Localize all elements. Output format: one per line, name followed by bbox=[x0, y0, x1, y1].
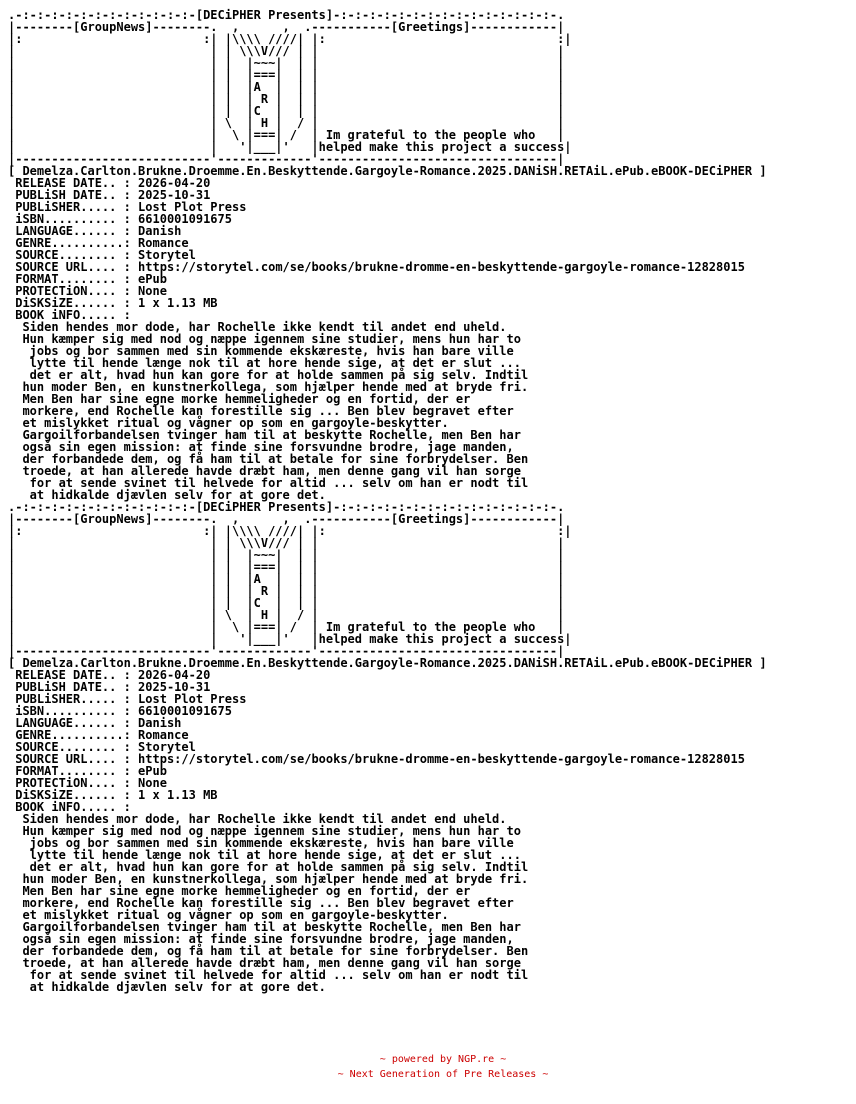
nfo-line: | | | |C | | | | bbox=[8, 104, 565, 118]
info-field-value: 6610001091675 bbox=[138, 704, 232, 718]
nfo-line: |--------[GroupNews]--------. , , .-----------[Greetings]------------| bbox=[8, 20, 565, 34]
nfo-line: |: :| |\\\\ ////| |: :| bbox=[8, 524, 572, 538]
info-field-value: ePub bbox=[138, 764, 167, 778]
nfo-line: | | | | R | | | | bbox=[8, 584, 565, 598]
nfo-line: | | | | R | | | | bbox=[8, 92, 565, 106]
info-field-value: 1 x 1.13 MB bbox=[138, 788, 218, 802]
nfo-line: | | | |===| | | | bbox=[8, 560, 565, 574]
info-field-value: 6610001091675 bbox=[138, 212, 232, 226]
nfo-line: | | \ | H | / | | bbox=[8, 116, 565, 130]
info-field-value: Romance bbox=[138, 728, 189, 742]
nfo-line: jobs og bor sammen med sin kommende ekskæreste, hvis han bare ville bbox=[8, 836, 514, 850]
footer-tagline: ~ Next Generation of Pre Releases ~ bbox=[337, 1069, 549, 1080]
info-field-label: BOOK iNFO..... : bbox=[8, 308, 139, 322]
info-field-value: https://storytel.com/se/books/brukne-dromme-en-beskyttende-gargoyle-romance-12828015 bbox=[138, 260, 745, 274]
info-field-label: SOURCE........ : bbox=[8, 740, 139, 754]
nfo-line: jobs og bor sammen med sin kommende ekskæreste, hvis han bare ville bbox=[8, 344, 514, 358]
info-field-label: FORMAT........ : bbox=[8, 764, 139, 778]
nfo-header-art bbox=[8, 9, 767, 165]
nfo-line: | | '|___|' |helped make this project a success| bbox=[8, 140, 572, 154]
info-field-label: BOOK iNFO..... : bbox=[8, 800, 139, 814]
footer-powered-by: ~ powered by NGP.re ~ bbox=[379, 1054, 507, 1065]
release-name: [ Demelza.Carlton.Brukne.Droemme.En.Beskyttende.Gargoyle-Romance.2025.DANiSH.RETAiL.ePub.eBOOK-DECiPHER ] bbox=[8, 164, 767, 178]
nfo-line: | | | |~~~| | | | bbox=[8, 56, 565, 70]
nfo-line: hun moder Ben, en kunstnerkollega, som hjælper hende med at bryde fri. bbox=[8, 380, 529, 394]
nfo-line: |--------[GroupNews]--------. , , .-----------[Greetings]------------| bbox=[8, 512, 565, 526]
info-field-value: 2026-04-20 bbox=[138, 668, 211, 682]
nfo-line: Gargoilforbandelsen tvinger ham til at beskytte Rochelle, men Ben har bbox=[8, 428, 521, 442]
info-field-value: https://storytel.com/se/books/brukne-dromme-en-beskyttende-gargoyle-romance-12828015 bbox=[138, 752, 745, 766]
info-field-label: DiSKSiZE...... : bbox=[8, 296, 139, 310]
nfo-line: Men Ben har sine egne morke hemmeligheder og en fortid, der er bbox=[8, 884, 471, 898]
nfo-line: |: :| |\\\\ ////| |: :| bbox=[8, 32, 572, 46]
info-field-value: 2026-04-20 bbox=[138, 176, 211, 190]
info-field-value: Storytel bbox=[138, 740, 196, 754]
book-info-text bbox=[8, 813, 767, 993]
nfo-line: |---------------------------'-------------'---------------------------------| bbox=[8, 152, 565, 166]
nfo-line: også sin egen mission: at finde sine forsvundne brodre, jage manden, bbox=[8, 932, 514, 946]
nfo-line: Siden hendes mor dode, har Rochelle ikke kendt til andet end uheld. bbox=[8, 812, 507, 826]
nfo-line: for at sende svinet til helvede for altid ... selv om han er nodt til bbox=[8, 968, 529, 982]
info-field-value: Lost Plot Press bbox=[138, 200, 247, 214]
info-field-value: Romance bbox=[138, 236, 189, 250]
info-field-label: PUBLiSHER..... : bbox=[8, 200, 139, 214]
info-field-label: PUBLiSH DATE.. : bbox=[8, 188, 139, 202]
nfo-line: lytte til hende længe nok til at hore hende sige, at det er slut ... bbox=[8, 356, 521, 370]
info-field-label: FORMAT........ : bbox=[8, 272, 139, 286]
info-field-value: None bbox=[138, 776, 167, 790]
nfo-line: et mislykket ritual og vågner op som en gargoyle-beskytter. bbox=[8, 416, 449, 430]
info-field-value: Danish bbox=[138, 716, 182, 730]
info-field-label: RELEASE DATE.. : bbox=[8, 668, 139, 682]
nfo-block-1 bbox=[8, 9, 767, 501]
nfo-line: der forbandede dem, og få ham til at betale for sine forbrydelser. Ben bbox=[8, 452, 529, 466]
nfo-line: det er alt, hvad hun kan gore for at holde sammen på sig selv. Indtil bbox=[8, 368, 529, 382]
info-field-value: Danish bbox=[138, 224, 182, 238]
info-field-label: SOURCE URL.... : bbox=[8, 260, 139, 274]
nfo-header-art bbox=[8, 501, 767, 657]
nfo-line: | | | |A | | | | bbox=[8, 572, 565, 586]
nfo-line: | | | |~~~| | | | bbox=[8, 548, 565, 562]
info-field-label: iSBN.......... : bbox=[8, 212, 139, 226]
info-field-label: SOURCE........ : bbox=[8, 248, 139, 262]
info-field-label: GENRE..........: bbox=[8, 728, 139, 742]
release-name: [ Demelza.Carlton.Brukne.Droemme.En.Beskyttende.Gargoyle-Romance.2025.DANiSH.RETAiL.ePub.eBOOK-DECiPHER ] bbox=[8, 656, 767, 670]
info-field-value: 2025-10-31 bbox=[138, 680, 211, 694]
nfo-line: for at sende svinet til helvede for altid ... selv om han er nodt til bbox=[8, 476, 529, 490]
info-field-label: SOURCE URL.... : bbox=[8, 752, 139, 766]
info-field-label: LANGUAGE...... : bbox=[8, 716, 139, 730]
nfo-line: | | | \\\V/// | | | bbox=[8, 536, 565, 550]
book-info-text bbox=[8, 321, 767, 501]
info-field-label: LANGUAGE...... : bbox=[8, 224, 139, 238]
info-field-value: ePub bbox=[138, 272, 167, 286]
info-field-label: DiSKSiZE...... : bbox=[8, 788, 139, 802]
nfo-line: at hidkalde djævlen selv for at gore det. bbox=[8, 488, 326, 502]
nfo-line: .-:-:-:-:-:-:-:-:-:-:-:-:-[DECiPHER Presents]-:-:-:-:-:-:-:-:-:-:-:-:-:-:-:-. bbox=[8, 8, 565, 22]
nfo-line: troede, at han allerede havde dræbt ham, men denne gang vil han sorge bbox=[8, 464, 521, 478]
nfo-line: hun moder Ben, en kunstnerkollega, som hjælper hende med at bryde fri. bbox=[8, 872, 529, 886]
nfo-line: .-:-:-:-:-:-:-:-:-:-:-:-:-[DECiPHER Presents]-:-:-:-:-:-:-:-:-:-:-:-:-:-:-:-. bbox=[8, 500, 565, 514]
nfo-line: | | '|___|' |helped make this project a success| bbox=[8, 632, 572, 646]
nfo-line: et mislykket ritual og vågner op som en gargoyle-beskytter. bbox=[8, 908, 449, 922]
info-field-value: None bbox=[138, 284, 167, 298]
nfo-line: troede, at han allerede havde dræbt ham, men denne gang vil han sorge bbox=[8, 956, 521, 970]
info-field-value: Lost Plot Press bbox=[138, 692, 247, 706]
nfo-line: Hun kæmper sig med nod og næppe igennem sine studier, mens hun har to bbox=[8, 824, 521, 838]
release-info-fields bbox=[8, 669, 767, 813]
nfo-line: Siden hendes mor dode, har Rochelle ikke kendt til andet end uheld. bbox=[8, 320, 507, 334]
nfo-line: | | | \\\V/// | | | bbox=[8, 44, 565, 58]
nfo-line: også sin egen mission: at finde sine forsvundne brodre, jage manden, bbox=[8, 440, 514, 454]
nfo-line: | | | |C | | | | bbox=[8, 596, 565, 610]
nfo-block-2 bbox=[8, 501, 767, 993]
info-field-label: RELEASE DATE.. : bbox=[8, 176, 139, 190]
info-field-label: iSBN.......... : bbox=[8, 704, 139, 718]
nfo-line: | | | |===| | | | bbox=[8, 68, 565, 82]
nfo-line: det er alt, hvad hun kan gore for at holde sammen på sig selv. Indtil bbox=[8, 860, 529, 874]
info-field-label: PROTECTiON.... : bbox=[8, 284, 139, 298]
nfo-text bbox=[8, 9, 767, 993]
nfo-line: at hidkalde djævlen selv for at gore det. bbox=[8, 980, 326, 994]
nfo-line: | | \ |===| / | Im grateful to the people who | bbox=[8, 128, 565, 142]
nfo-line: morkere, end Rochelle kan forestille sig ... Ben blev begravet efter bbox=[8, 896, 514, 910]
nfo-line: | | | |A | | | | bbox=[8, 80, 565, 94]
info-field-label: PROTECTiON.... : bbox=[8, 776, 139, 790]
info-field-value: 2025-10-31 bbox=[138, 188, 211, 202]
nfo-line: Men Ben har sine egne morke hemmeligheder og en fortid, der er bbox=[8, 392, 471, 406]
nfo-line: Hun kæmper sig med nod og næppe igennem sine studier, mens hun har to bbox=[8, 332, 521, 346]
nfo-line: |---------------------------'-------------'---------------------------------| bbox=[8, 644, 565, 658]
info-field-value: Storytel bbox=[138, 248, 196, 262]
nfo-line: morkere, end Rochelle kan forestille sig ... Ben blev begravet efter bbox=[8, 404, 514, 418]
nfo-line: der forbandede dem, og få ham til at betale for sine forbrydelser. Ben bbox=[8, 944, 529, 958]
nfo-line: Gargoilforbandelsen tvinger ham til at beskytte Rochelle, men Ben har bbox=[8, 920, 521, 934]
release-info-fields bbox=[8, 177, 767, 321]
nfo-line: | | \ |===| / | Im grateful to the people who | bbox=[8, 620, 565, 634]
info-field-label: PUBLiSH DATE.. : bbox=[8, 680, 139, 694]
info-field-value: 1 x 1.13 MB bbox=[138, 296, 218, 310]
nfo-line: lytte til hende længe nok til at hore hende sige, at det er slut ... bbox=[8, 848, 521, 862]
info-field-label: PUBLiSHER..... : bbox=[8, 692, 139, 706]
footer bbox=[0, 1052, 856, 1082]
info-field-label: GENRE..........: bbox=[8, 236, 139, 250]
nfo-line: | | \ | H | / | | bbox=[8, 608, 565, 622]
